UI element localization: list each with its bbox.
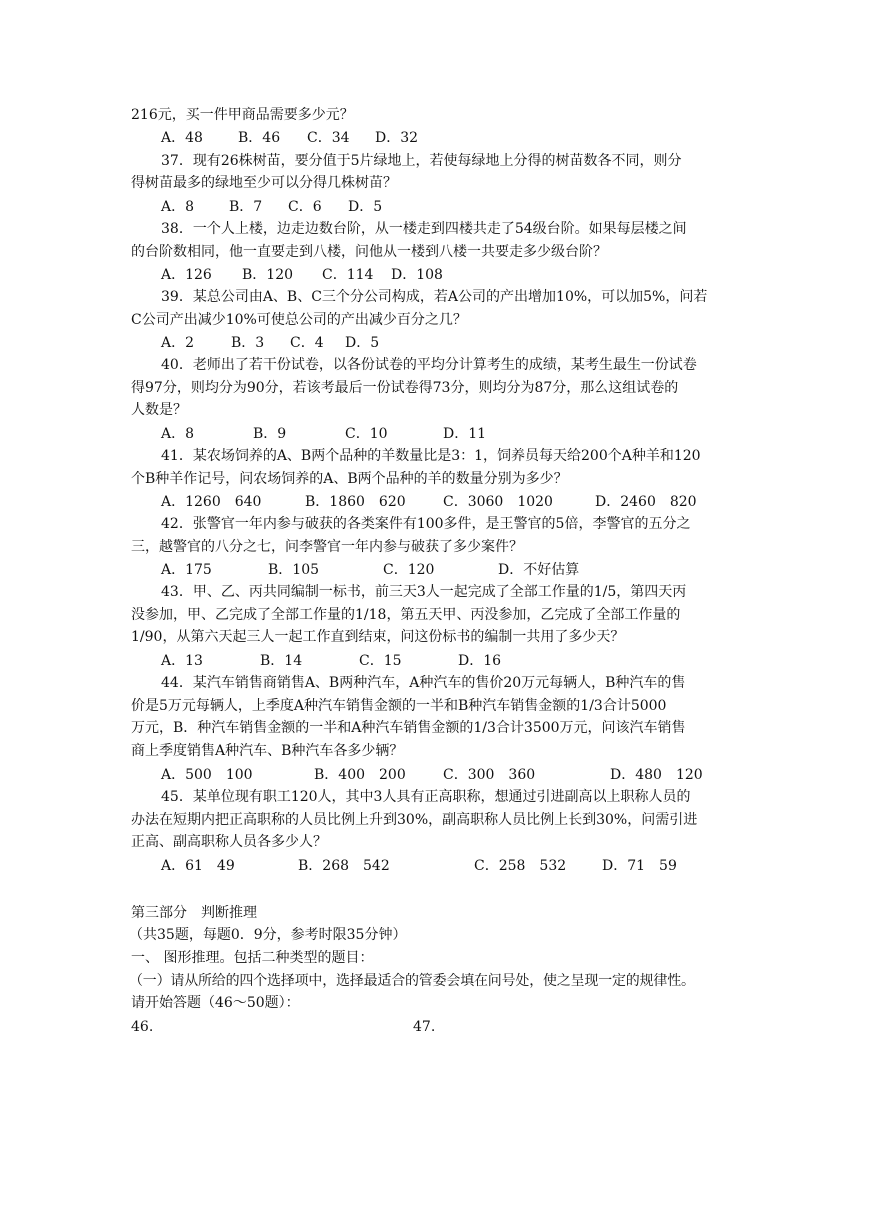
option-q43-b: B．14	[260, 653, 303, 669]
option-q38-c: C．114	[322, 267, 374, 283]
option-q37-c: C．6	[288, 199, 322, 215]
option-q41-c: C．3060 1020	[443, 494, 553, 510]
option-q39-b: B．3	[231, 335, 265, 351]
option-q36-a: A．48	[161, 130, 203, 146]
question-47-label: 47.	[413, 1019, 436, 1035]
option-q42-d: D．不好估算	[498, 562, 580, 578]
text-line: 的台阶数相同，他一直要走到八楼，问他从一楼到八楼一共要走多少级台阶？	[131, 244, 607, 260]
text-line: 人数是？	[131, 402, 187, 418]
option-q40-b: B．9	[253, 426, 287, 442]
text-line: 得97分，则均分为90分，若该考最后一份试卷得73分，则均分为87分，那么这组试卷的	[131, 380, 679, 396]
text-line: 216元，买一件甲商品需要多少元？	[131, 107, 354, 123]
option-q45-a: A．61 49	[161, 858, 235, 874]
option-q42-c: C．120	[383, 562, 435, 578]
option-q37-b: B．7	[229, 199, 263, 215]
option-q44-c: C．300 360	[443, 767, 536, 783]
option-q45-b: B．268 542	[298, 858, 390, 874]
option-q44-d: D．480 120	[610, 767, 703, 783]
option-q45-d: D．71 59	[602, 858, 677, 874]
question-45: 45．某单位现有职工120人，其中3人具有正高职称，想通过引进副高以上职称人员的	[161, 789, 691, 805]
question-42: 42．张警官一年内参与破获的各类案件有100多件，是王警官的5倍，李警官的五分之	[161, 516, 691, 532]
text-line: 商上季度销售A种汽车、B种汽车各多少辆？	[131, 743, 404, 759]
section-subtitle: （共35题，每题0．9分，参考时限35分钟）	[129, 927, 407, 943]
text-line: 价是5万元每辆人，上季度A种汽车销售金额的一半和B种汽车销售金额的1/3合计5000	[131, 698, 667, 714]
option-q40-a: A．8	[161, 426, 195, 442]
question-39: 39．某总公司由A、B、C三个分公司构成，若A公司的产出增加10%，可以加5%，问若	[161, 289, 708, 305]
option-q40-c: C．10	[345, 426, 388, 442]
option-q43-c: C．15	[359, 653, 402, 669]
option-q42-a: A．175	[161, 562, 212, 578]
section-instruction-2: 请开始答题（46～50题）：	[131, 995, 300, 1011]
option-q38-a: A．126	[161, 267, 212, 283]
question-38: 38．一个人上楼，边走边数台阶，从一楼走到四楼共走了54级台阶。如果每层楼之间	[161, 221, 687, 237]
section-title: 第三部分 判断推理	[131, 905, 257, 921]
text-line: 正高、副高职称人员各多少人？	[131, 834, 327, 850]
option-q42-b: B．105	[268, 562, 320, 578]
option-q45-c: C．258 532	[474, 858, 567, 874]
text-line: 办法在短期内把正高职称的人员比例上升到30%，副高职称人员比例上长到30%，问需引进	[131, 812, 698, 828]
question-43: 43．甲、乙、丙共同编制一标书，前三天3人一起完成了全部工作量的1/5，第四天丙	[161, 584, 687, 600]
option-q43-a: A．13	[161, 653, 203, 669]
question-44: 44．某汽车销售商销售A、B两种汽车，A种汽车的售价20万元每辆人，B种汽车的售	[161, 675, 686, 691]
option-q41-a: A．1260 640	[161, 494, 262, 510]
section-heading: 一、 图形推理。包括二种类型的题目：	[131, 950, 374, 966]
text-line: 个B种羊作记号，问农场饲养的A、B两个品种的羊的数量分别为多少？	[131, 471, 568, 487]
option-q41-d: D．2460 820	[595, 494, 697, 510]
option-q38-d: D．108	[391, 267, 443, 283]
option-q41-b: B．1860 620	[305, 494, 406, 510]
text-line: 没参加，甲、乙完成了全部工作量的1/18，第五天甲、丙没参加，乙完成了全部工作量的	[131, 607, 681, 623]
option-q37-a: A．8	[161, 199, 195, 215]
option-q36-d: D．32	[375, 130, 419, 146]
option-q39-d: D．5	[345, 335, 380, 351]
question-37: 37．现有26株树苗，要分值于5片绿地上，若使每绿地上分得的树苗数各不同，则分	[161, 153, 682, 169]
option-q36-b: B．46	[238, 130, 281, 146]
section-instruction: （一）请从所给的四个选择项中，选择最适合的管委会填在问号处，使之呈现一定的规律性。	[129, 973, 695, 989]
option-q39-a: A．2	[161, 335, 195, 351]
option-q37-d: D．5	[348, 199, 383, 215]
text-line: 得树苗最多的绿地至少可以分得几株树苗？	[131, 175, 397, 191]
text-line: 万元，B．种汽车销售金额的一半和A种汽车销售金额的1/3合计3500万元，问该汽车销售	[131, 720, 686, 736]
option-q39-c: C．4	[290, 335, 324, 351]
option-q44-b: B．400 200	[314, 767, 406, 783]
option-q38-b: B．120	[242, 267, 294, 283]
text-line: C公司产出减少10%可使总公司的产出减少百分之几？	[131, 312, 467, 328]
text-line: 1/90，从第六天起三人一起工作直到结束，问这份标书的编制一共用了多少天？	[131, 629, 625, 645]
option-q36-c: C．34	[307, 130, 350, 146]
option-q44-a: A．500 100	[161, 767, 253, 783]
question-40: 40．老师出了若干份试卷，以各份试卷的平均分计算考生的成绩，某考生最生一份试卷	[161, 357, 697, 373]
option-q40-d: D．11	[443, 426, 487, 442]
option-q43-d: D．16	[458, 653, 502, 669]
question-41: 41．某农场饲养的A、B两个品种的羊数量比是3：1，饲养员每天给200个A种羊和120	[161, 448, 701, 464]
question-46-label: 46.	[131, 1019, 154, 1035]
text-line: 三，越警官的八分之七，问李警官一年内参与破获了多少案件？	[131, 539, 523, 555]
